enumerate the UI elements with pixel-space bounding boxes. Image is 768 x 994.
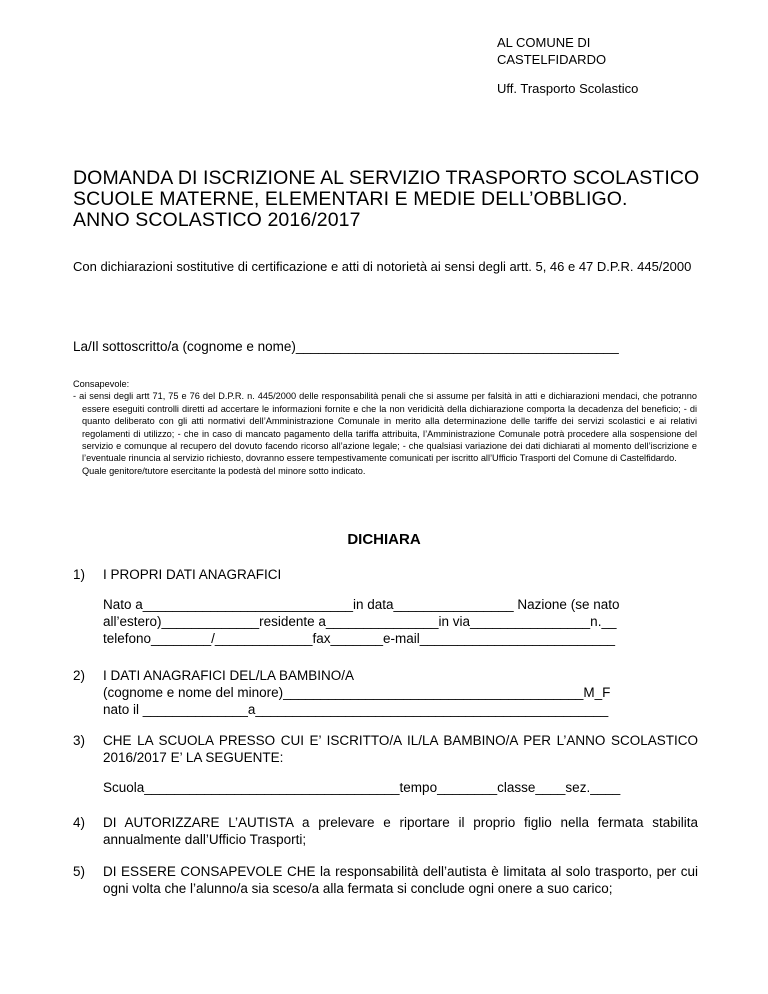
title-line-3: ANNO SCOLASTICO 2016/2017 — [73, 209, 361, 231]
item-school — [73, 732, 698, 796]
birth-place-date-field[interactable]: Nato a____________________________in data________________ Nazione (se nato — [103, 597, 620, 612]
recipient-line-2: CASTELFIDARDO — [497, 52, 607, 67]
item-title: I PROPRI DATI ANAGRAFICI — [103, 567, 282, 582]
recipient-address — [497, 34, 606, 68]
item-title: I DATI ANAGRAFICI DEL/LA BAMBINO/A — [103, 668, 355, 683]
item-number: 3) — [73, 733, 86, 748]
office-name: Uff. Trasporto Scolastico — [497, 81, 639, 96]
item-text: DI AUTORIZZARE L’AUTISTA a prelevare e riportare il proprio figlio nella fermata stabilita annualmente dall’Ufficio Trasporti; — [103, 815, 698, 847]
awareness-body: - ai sensi degli artt 71, 75 e 76 del D.P.R. n. 445/2000 delle responsabilità penali che si assume per falsità in atti e dichiarazioni mendaci, che potranno essere eseguiti controlli diretti ad accertare le informazioni fornite e che la non veridicità della dichiarazione comporta la decadenza del beneficio; - di quanto deliberato con gli atti normativi dell’Amministrazione Comunale in merito alla determinazione delle tariffe dei servizi scolastici e ai relativi regolamenti di utilizzo; - che in caso di mancato pagamento della tariffa attribuita, l’Amministrazione Comunale potrà procedere alla sospensione del servizio e comunque al recupero del dovuto facendo ricorso all’azione legale; - che qualsiasi variazione dei dati dichiarati al momento dell’iscrizione e l’eventuale rinuncia al servizio richiesto, dovranno essere tempestivamente comunicati per iscritto all’Ufficio Trasporti del Comune di Castelfidardo. — [73, 391, 697, 464]
item-child-data — [73, 667, 698, 718]
item-number: 5) — [73, 864, 86, 879]
title-line-2: SCUOLE MATERNE, ELEMENTARI E MEDIE DELL’OBBLIGO. — [73, 188, 628, 210]
contact-field[interactable]: telefono________/_____________fax_______e-mail__________________________ — [103, 631, 615, 646]
awareness-block — [73, 378, 697, 477]
item-title: CHE LA SCUOLA PRESSO CUI E’ ISCRITTO/A IL/LA BAMBINO/A PER L’ANNO SCOLASTICO 2016/2017 E’ LA SEGUENTE: — [103, 733, 698, 765]
signer-name-field[interactable]: La/Il sottoscritto/a (cognome e nome)___________________________________________ — [73, 339, 619, 354]
item-driver-authorization — [73, 814, 698, 848]
declaration-note: Con dichiarazioni sostitutive di certificazione e atti di notorietà ai sensi degli artt. 5, 46 e 47 D.P.R. 445/2000 — [73, 259, 692, 274]
awareness-heading: Consapevole: — [73, 379, 130, 389]
school-field[interactable]: Scuola__________________________________tempo________classe____sez.____ — [103, 780, 621, 795]
item-number: 2) — [73, 668, 86, 683]
recipient-line-1: AL COMUNE DI — [497, 35, 591, 50]
child-name-field[interactable]: (cognome e nome del minore)________________________________________M_F — [103, 685, 611, 700]
residence-field[interactable]: all’estero)_____________residente a_______________in via________________n.__ — [103, 614, 617, 629]
item-number: 4) — [73, 815, 86, 830]
awareness-tail: Quale genitore/tutore esercitante la podestà del minore sotto indicato. — [82, 465, 366, 476]
item-driver-responsibility — [73, 863, 698, 897]
child-birth-field[interactable]: nato il ______________a_______________________________________________ — [103, 702, 609, 717]
item-text: DI ESSERE CONSAPEVOLE CHE la responsabilità dell’autista è limitata al solo trasporto, per cui ogni volta che l’alunno/a sia sceso/a alla fermata si conclude ogni onere a suo carico; — [103, 864, 698, 896]
dichiara-heading: DICHIARA — [347, 531, 421, 548]
document-title — [73, 168, 699, 231]
item-number: 1) — [73, 567, 86, 582]
title-line-1: DOMANDA DI ISCRIZIONE AL SERVIZIO TRASPORTO SCOLASTICO — [73, 167, 700, 189]
item-personal-data — [73, 566, 698, 647]
